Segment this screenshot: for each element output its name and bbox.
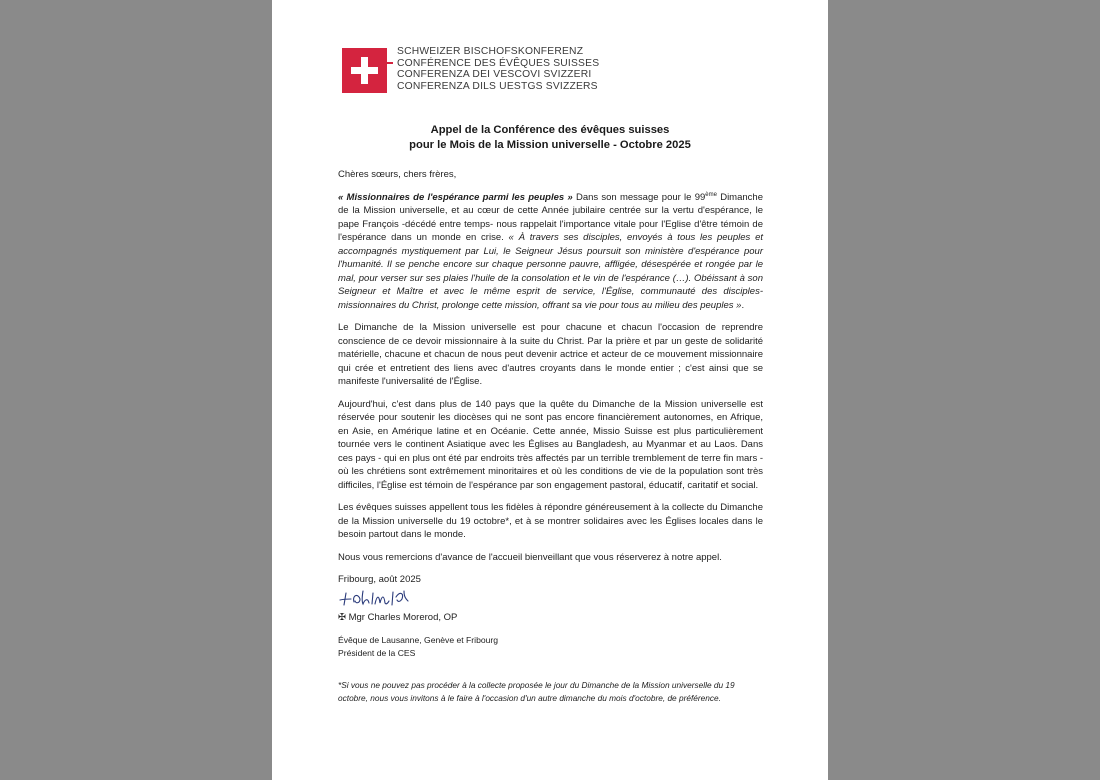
letter-body — [338, 168, 763, 704]
swiss-cross-logo — [342, 48, 392, 93]
paragraph-5: Nous vous remercions d'avance de l'accueil bienveillant que vous réserverez à notre appel. — [338, 551, 722, 563]
paragraph-4: Les évêques suisses appellent tous les fidèles à répondre généreusement à la collecte du Dimanche de la Mission universelle du 19 octobre*, et à se montrer solidaires avec les Églises locales dans le besoin partout dans le monde. — [338, 502, 763, 540]
p1-text-b: Dimanche de la Mission universelle, et au cœur de cette Année jubilaire centrée sur la vertu d'espérance, le pape François -décédé entre temps- nous rappelait l'importance vitale pour l'Eglise d'être témoin de l'espérance dans un monde en crise. — [338, 191, 763, 243]
role-line-1: Évêque de Lausanne, Genève et Fribourg — [338, 635, 499, 645]
paragraph-2: Le Dimanche de la Mission universelle est pour chacune et chacun l'occasion de reprendre conscience de ce devoir missionnaire à la suite du Christ. Par la prière et par un geste de solidarité matérielle, chacune et chacun de nous peut devenir actrice et acteur de ce mouvement missionnaire qui crée et entretient des liens avec d'autres croyants dans le monde entier ; c'est ainsi que se manifeste l'universalité de l'Église. — [338, 322, 763, 387]
papal-quote: « À travers ses disciples, envoyés à tous les peuples et accompagnés mystiquement par Lui, le Seigneur Jésus poursuit son ministère d'espérance pour l'humanité. Il se penche encore sur chaque personne pauvre, affligée, désespérée et rongée par le mal, pour verser sur ses plaies l'huile de la consolation et le vin de l'espérance (…). Obéissant à son Seigneur et Maître et avec le même esprit de service, l'Église, communauté des disciples-missionnaires du Christ, prolonge cette mission, offrant sa vie pour tous au milieu des peuples » — [338, 232, 763, 311]
org-name-rm: CONFERENZA DILS UESTGS SVIZZERS — [397, 80, 598, 92]
salutation: Chères sœurs, chers frères, — [338, 169, 457, 180]
role-line-2: Président de la CES — [338, 647, 416, 658]
org-name-fr: CONFÉRENCE DES ÉVÊQUES SUISSES — [397, 57, 600, 69]
p1-superscript: ème — [705, 191, 717, 198]
document-title — [272, 123, 828, 152]
title-line-2: pour le Mois de la Mission universelle - Octobre 2025 — [409, 138, 691, 151]
signatory-name: ✠ Mgr Charles Morerod, OP — [338, 611, 458, 623]
paragraph-3: Aujourd'hui, c'est dans plus de 140 pays que la quête du Dimanche de la Mission universelle est réservée pour soutenir les diocèses qui ne sont pas encore financièrement autonomes, en Afrique, en Asie, en Amérique latine et en Océanie. Cette année, Missio Suisse est plus particulièrement tournée vers le continent Asiatique avec les Églises au Bangladesh, au Myanmar et au Laos. Dans ces pays - qui en plus ont été par endroits très affectés par un terrible tremblement de terre fin mars - où les chrétiens sont extrêmement minoritaires et où les conditions de vie de la population sont très difficiles, l'Église est témoin de l'espérance par son engagement pastoral, éducatif, caritatif et social. — [338, 398, 763, 491]
letterhead — [342, 48, 599, 93]
document-page — [272, 0, 828, 780]
paragraph-1 — [338, 191, 763, 313]
title-line-1: Appel de la Conférence des évêques suisses — [430, 124, 670, 136]
p1-end: . — [741, 299, 745, 311]
handwritten-signature — [338, 587, 763, 609]
quote-title: « Missionnaires de l'espérance parmi les peuples » — [338, 191, 573, 203]
p1-text-a: Dans son message pour le 99 — [572, 191, 706, 203]
org-name-it: CONFERENZA DEI VESCOVI SVIZZERI — [397, 69, 592, 81]
org-name-de: SCHWEIZER BISCHOFSKONFERENZ — [397, 46, 584, 57]
place-date: Fribourg, août 2025 — [338, 574, 421, 585]
organization-names — [397, 46, 599, 92]
footnote: *Si vous ne pouvez pas procéder à la collecte proposée le jour du Dimanche de la Mission universelle du 19 octobre, nous vous invitons à le faire à l'occasion d'un autre dimanche du mois d'octobre, de préférence. — [338, 680, 735, 703]
signatory-role — [338, 634, 763, 659]
